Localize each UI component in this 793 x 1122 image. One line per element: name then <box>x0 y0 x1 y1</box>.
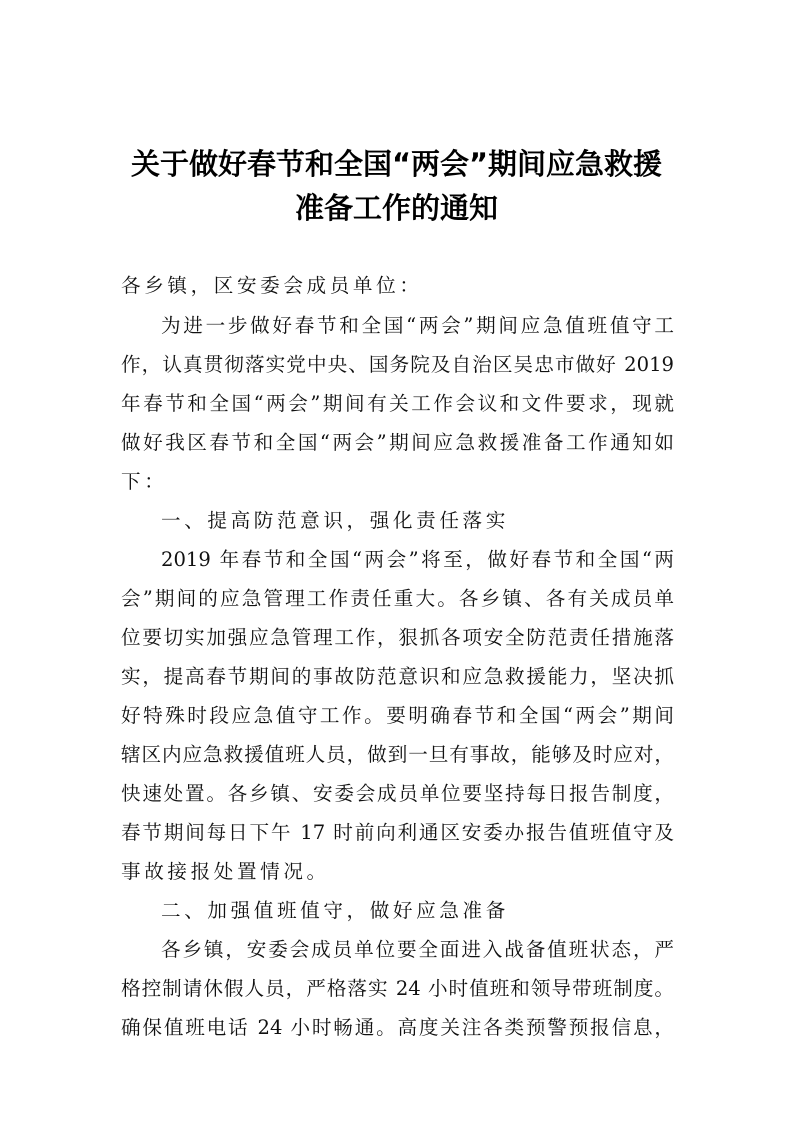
paragraph-2-line-1: 2019 年春节和全国“两会”将至，做好春节和全国“两 <box>161 548 674 571</box>
document-title-line-1: 关于做好春节和全国“两会”期间应急救援 <box>130 147 663 181</box>
paragraph-2-line-4: 实，提高春节期间的事故防范意识和应急救援能力，坚决抓 <box>121 665 674 688</box>
salutation: 各乡镇，区安委会成员单位： <box>121 274 423 297</box>
paragraph-3-line-3: 确保值班电话 24 小时畅通。高度关注各类预警预报信息， <box>121 1016 674 1039</box>
paragraph-2-line-6: 辖区内应急救援值班人员，做到一旦有事故，能够及时应对， <box>121 743 674 766</box>
paragraph-2-line-3: 位要切实加强应急管理工作，狠抓各项安全防范责任措施落 <box>121 626 674 649</box>
paragraph-1-line-2: 作，认真贯彻落实党中央、国务院及自治区吴忠市做好 2019 <box>121 353 674 376</box>
paragraph-3-line-2: 格控制请休假人员，严格落实 24 小时值班和领导带班制度。 <box>121 977 674 1000</box>
paragraph-3-line-1: 各乡镇，安委会成员单位要全面进入战备值班状态，严 <box>161 938 674 961</box>
paragraph-1-line-1: 为进一步做好春节和全国“两会”期间应急值班值守工 <box>161 314 674 337</box>
paragraph-2-line-8: 春节期间每日下午 17 时前向利通区安委办报告值班值守及 <box>121 821 674 844</box>
paragraph-2-line-7: 快速处置。各乡镇、安委会成员单位要坚持每日报告制度， <box>121 782 674 805</box>
paragraph-1-line-5: 下： <box>121 470 168 493</box>
paragraph-1-line-4: 做好我区春节和全国“两会”期间应急救援准备工作通知如 <box>121 431 674 454</box>
paragraph-2-line-2: 会”期间的应急管理工作责任重大。各乡镇、各有关成员单 <box>121 587 674 610</box>
section-heading-1: 一、提高防范意识，强化责任落实 <box>161 509 509 532</box>
paragraph-2-line-9: 事故接报处置情况。 <box>121 860 330 883</box>
paragraph-2-line-5: 好特殊时段应急值守工作。要明确春节和全国“两会”期间 <box>121 704 674 727</box>
document-title-line-2: 准备工作的通知 <box>294 191 498 225</box>
section-heading-2: 二、加强值班值守，做好应急准备 <box>161 899 509 922</box>
paragraph-1-line-3: 年春节和全国“两会”期间有关工作会议和文件要求，现就 <box>121 392 674 415</box>
